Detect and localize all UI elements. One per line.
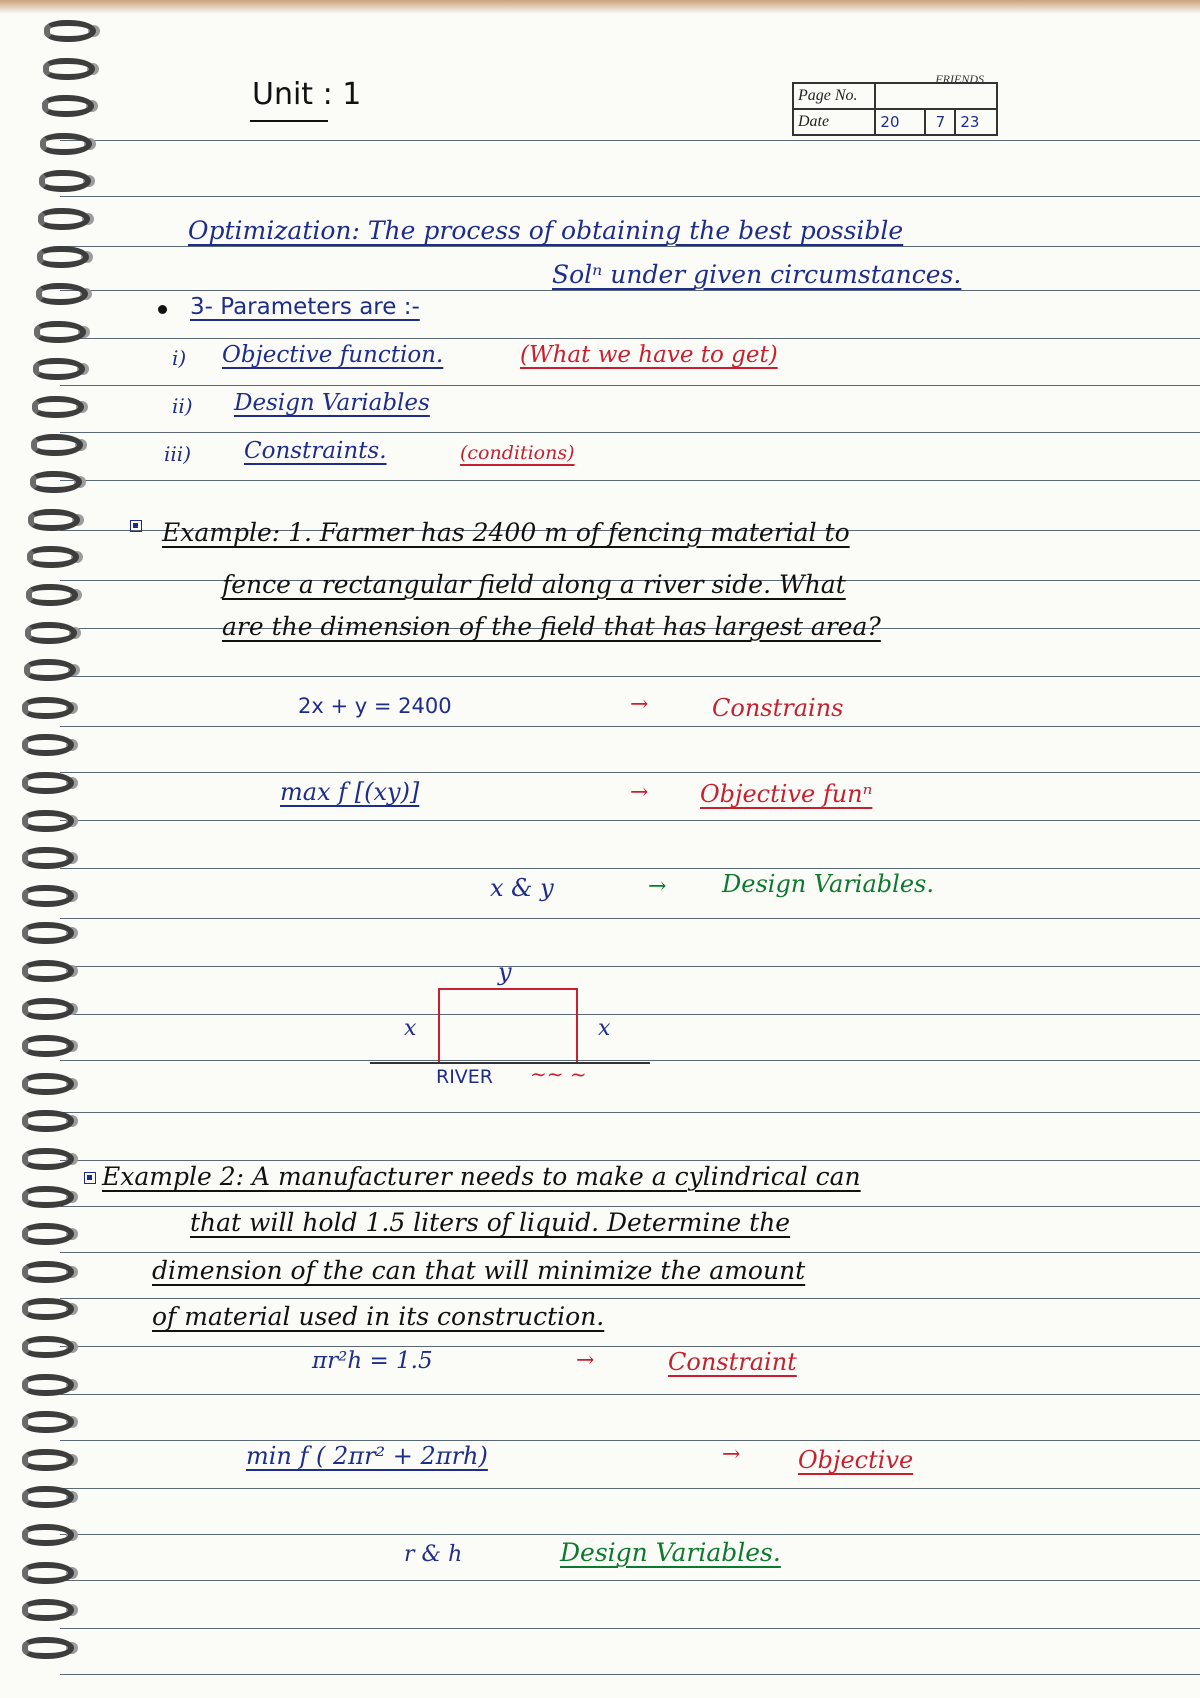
date-month: 7 <box>925 109 955 135</box>
unit-title-text: Unit : 1 <box>252 77 362 112</box>
ruled-line <box>60 196 1200 197</box>
spiral-ring-icon <box>26 584 78 606</box>
spiral-ring-icon <box>22 885 74 907</box>
example2-objective-arrow: → <box>722 1442 741 1467</box>
ruled-line <box>60 1488 1200 1489</box>
spiral-ring-icon <box>22 697 74 719</box>
example1-objective-arrow: → <box>630 780 649 805</box>
ruled-line <box>60 1252 1200 1253</box>
spiral-ring-icon <box>22 1110 74 1132</box>
spiral-ring-icon <box>25 622 77 644</box>
page-top-edge <box>0 0 1200 14</box>
spiral-ring-icon <box>27 546 79 568</box>
example2-constraint-arrow: → <box>576 1348 595 1373</box>
river-label: RIVER <box>436 1066 494 1088</box>
date-label: Date <box>793 109 875 135</box>
page-date-table <box>792 82 998 136</box>
spiral-ring-icon <box>38 208 90 230</box>
ruled-line <box>60 140 1200 141</box>
param-2-text: Design Variables <box>234 390 430 416</box>
page-number-box <box>792 72 998 140</box>
spiral-ring-icon <box>22 1449 74 1471</box>
ruled-line <box>60 918 1200 919</box>
example1-vars-label: Design Variables. <box>722 870 934 898</box>
example2-objective-label: Objective <box>798 1446 914 1474</box>
spiral-ring-icon <box>36 283 88 305</box>
river-bank-line <box>370 1062 650 1064</box>
param-2-num: ii) <box>172 394 193 418</box>
spiral-ring-icon <box>44 20 96 42</box>
parameters-heading: 3- Parameters are :- <box>190 294 420 320</box>
param-1-note: (What we have to get) <box>520 342 778 368</box>
definition-line-1: Optimization: The process of obtaining the best possible <box>188 216 904 245</box>
ruled-line <box>60 1060 1200 1061</box>
example1-line-1: Example: 1. Farmer has 2400 m of fencing material to <box>162 518 850 547</box>
example1-objective-label: Objective funⁿ <box>700 780 873 808</box>
ruled-line <box>60 1346 1200 1347</box>
field-top-label: y <box>498 958 512 986</box>
spiral-ring-icon <box>22 847 74 869</box>
field-right-label: x <box>598 1016 611 1041</box>
bullet-icon <box>158 305 167 314</box>
example2-vars-eq: r & h <box>404 1542 463 1567</box>
checkbox-icon <box>130 520 142 532</box>
example2-line-1: Example 2: A manufacturer needs to make a cylindrical can <box>102 1162 861 1191</box>
spiral-binding <box>0 0 120 1698</box>
param-1-text: Objective function. <box>222 342 444 368</box>
ruled-line <box>60 1014 1200 1015</box>
spiral-ring-icon <box>22 772 74 794</box>
example1-objective-eq: max f [(xy)] <box>280 778 420 806</box>
example2-line-2: that will hold 1.5 liters of liquid. Determine the <box>190 1208 791 1237</box>
spiral-ring-icon <box>24 659 76 681</box>
example1-constraint-arrow: → <box>630 692 649 717</box>
spiral-ring-icon <box>22 922 74 944</box>
ruled-line <box>60 820 1200 821</box>
ruled-line <box>60 1580 1200 1581</box>
spiral-ring-icon <box>22 1336 74 1358</box>
example2-constraint-eq: πr²h = 1.5 <box>312 1348 433 1374</box>
ruled-line <box>60 966 1200 967</box>
example1-vars-arrow: → <box>648 874 667 899</box>
example2-line-4: of material used in its construction. <box>152 1302 605 1331</box>
field-left-label: x <box>404 1016 417 1041</box>
ruled-line <box>60 1394 1200 1395</box>
ruled-line <box>60 1534 1200 1535</box>
spiral-ring-icon <box>32 396 84 418</box>
example1-constraint-eq: 2x + y = 2400 <box>298 694 452 718</box>
param-1-num: i) <box>172 346 187 370</box>
spiral-ring-icon <box>22 1186 74 1208</box>
example1-line-3: are the dimension of the field that has largest area? <box>222 612 881 641</box>
ruled-line <box>60 1298 1200 1299</box>
ruled-line <box>60 480 1200 481</box>
spiral-ring-icon <box>30 471 82 493</box>
spiral-ring-icon <box>22 1374 74 1396</box>
spiral-ring-icon <box>22 1148 74 1170</box>
spiral-ring-icon <box>22 1524 74 1546</box>
param-3-note: (conditions) <box>460 442 575 464</box>
example2-vars-label: Design Variables. <box>560 1538 781 1567</box>
spiral-ring-icon <box>22 960 74 982</box>
example2-line-3: dimension of the can that will minimize the amount <box>152 1256 806 1285</box>
spiral-ring-icon <box>22 1073 74 1095</box>
spiral-ring-icon <box>34 321 86 343</box>
spiral-ring-icon <box>22 1599 74 1621</box>
spiral-ring-icon <box>39 170 91 192</box>
date-day: 20 <box>875 109 925 135</box>
spiral-ring-icon <box>22 1411 74 1433</box>
spiral-ring-icon <box>42 95 94 117</box>
spiral-ring-icon <box>22 998 74 1020</box>
ruled-line <box>60 1206 1200 1207</box>
ruled-line <box>60 726 1200 727</box>
spiral-ring-icon <box>22 1298 74 1320</box>
ruled-line <box>60 868 1200 869</box>
checkbox-icon <box>84 1172 96 1184</box>
ruled-line <box>60 1440 1200 1441</box>
date-year: 23 <box>955 109 997 135</box>
ruled-line <box>60 246 1200 247</box>
ruled-line <box>60 290 1200 291</box>
page-no-label: Page No. <box>793 83 875 109</box>
ruled-line <box>60 1628 1200 1629</box>
spiral-ring-icon <box>40 133 92 155</box>
spiral-ring-icon <box>33 358 85 380</box>
spiral-ring-icon <box>22 810 74 832</box>
page-no-value <box>875 83 997 109</box>
ruled-line <box>60 772 1200 773</box>
spiral-ring-icon <box>28 509 80 531</box>
ruled-line <box>60 1160 1200 1161</box>
example2-objective-eq: min f ( 2πr² + 2πrh) <box>246 1442 488 1470</box>
spiral-ring-icon <box>43 58 95 80</box>
spiral-ring-icon <box>31 434 83 456</box>
example1-constraint-label: Constrains <box>712 694 844 722</box>
definition-line-2: Solⁿ under given circumstances. <box>552 260 962 289</box>
spiral-ring-icon <box>22 1486 74 1508</box>
spiral-ring-icon <box>22 1035 74 1057</box>
ruled-line <box>60 676 1200 677</box>
param-3-num: iii) <box>164 442 191 466</box>
spiral-ring-icon <box>22 1562 74 1584</box>
ruled-line <box>60 1674 1200 1675</box>
ruled-line <box>60 1112 1200 1113</box>
spiral-ring-icon <box>22 1637 74 1659</box>
ruled-line <box>60 385 1200 386</box>
spiral-ring-icon <box>22 734 74 756</box>
ruled-line <box>60 432 1200 433</box>
example1-vars-eq: x & y <box>490 874 554 902</box>
ruled-line <box>60 338 1200 339</box>
brand-label: FRIENDS <box>935 72 984 86</box>
example2-constraint-label: Constraint <box>668 1348 797 1376</box>
field-rectangle <box>438 988 578 1064</box>
unit-title <box>252 77 362 112</box>
spiral-ring-icon <box>22 1223 74 1245</box>
spiral-ring-icon <box>22 1261 74 1283</box>
river-wave-icon: ∼∼ ~ <box>530 1062 587 1086</box>
spiral-ring-icon <box>37 246 89 268</box>
unit-title-underline <box>250 120 328 122</box>
param-3-text: Constraints. <box>244 438 387 464</box>
example1-line-2: fence a rectangular field along a river side. What <box>222 570 846 599</box>
